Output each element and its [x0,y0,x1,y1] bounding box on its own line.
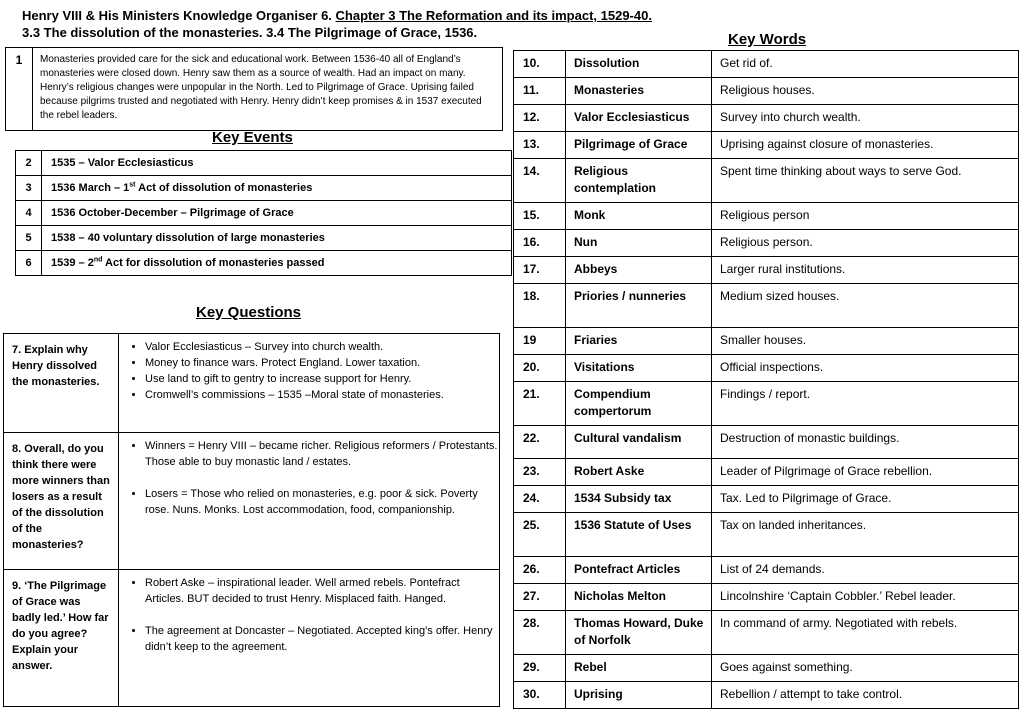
key-word-definition: Findings / report. [712,382,1019,426]
key-word-term: Nicholas Melton [566,584,712,611]
event-number: 4 [16,201,42,226]
event-text: 1538 – 40 voluntary dissolution of large monasteries [42,226,512,251]
key-word-term: Rebel [566,655,712,682]
key-word-definition: Tax on landed inheritances. [712,513,1019,557]
key-word-term: Monasteries [566,78,712,105]
question-8: 8. Overall, do you think there were more winners than losers as a result of the dissolution of the monasteries? [4,433,119,570]
key-word-term: Dissolution [566,51,712,78]
key-word-row [514,78,1019,105]
key-word-row [514,486,1019,513]
page-title [22,7,652,41]
answer-point: • Valor Ecclesiasticus – Survey into church wealth. [145,339,499,355]
key-word-term: Religious contemplation [566,159,712,203]
key-word-definition: Goes against something. [712,655,1019,682]
key-word-row [514,513,1019,557]
key-word-row [514,132,1019,159]
key-questions-heading: Key Questions [196,304,302,321]
key-word-number: 30. [514,682,566,709]
event-row [16,176,512,201]
key-word-row [514,203,1019,230]
event-row [16,226,512,251]
question-row [4,570,500,707]
event-number: 3 [16,176,42,201]
key-word-row [514,159,1019,203]
event-row [16,201,512,226]
key-word-number: 16. [514,230,566,257]
key-word-row [514,257,1019,284]
key-word-number: 11. [514,78,566,105]
key-word-term: Pilgrimage of Grace [566,132,712,159]
key-word-number: 12. [514,105,566,132]
answer-point: • Cromwell’s commissions – 1535 –Moral state of monasteries. [145,387,499,403]
summary-text: Monasteries provided care for the sick and educational work. Between 1536-40 all of England’s monasteries were closed down. Henry saw them as a source of wealth. Had an impact on many. Henry’s religious changes were unpopular in the North. Led to Pilgrimage of Grace. Uprising failed because pilgrims trusted and negotiated with Henry. Henry didn’t keep promises & in 1537 executed the rebel leaders. [33,48,503,131]
key-word-number: 24. [514,486,566,513]
key-word-definition: Smaller houses. [712,328,1019,355]
key-word-definition: Official inspections. [712,355,1019,382]
key-word-definition: Leader of Pilgrimage of Grace rebellion. [712,459,1019,486]
event-number: 6 [16,251,42,276]
key-word-term: Valor Ecclesiasticus [566,105,712,132]
key-word-term: Thomas Howard, Duke of Norfolk [566,611,712,655]
key-word-number: 27. [514,584,566,611]
key-word-definition: Spent time thinking about ways to serve God. [712,159,1019,203]
key-word-term: Monk [566,203,712,230]
key-word-row [514,382,1019,426]
key-word-term: Visitations [566,355,712,382]
summary-number: 1 [6,48,33,131]
key-word-row [514,557,1019,584]
key-word-term: 1536 Statute of Uses [566,513,712,557]
event-row [16,151,512,176]
key-word-number: 29. [514,655,566,682]
event-text: 1539 – 2nd Act for dissolution of monasteries passed [42,251,512,276]
chapter-title: Chapter 3 The Reformation and its impact, 1529-40. [335,8,652,23]
key-word-row [514,655,1019,682]
event-text: 1536 March – 1st Act of dissolution of monasteries [42,176,512,201]
key-word-row [514,230,1019,257]
event-row [16,251,512,276]
key-word-definition: Religious houses. [712,78,1019,105]
question-7: 7. Explain why Henry dissolved the monasteries. [4,334,119,433]
key-word-term: Cultural vandalism [566,426,712,459]
answer-point: • Losers = Those who relied on monasteries, e.g. poor & sick. Poverty rose. Nuns. Monks. Lost accommodation, food, companionship. [145,486,499,518]
key-word-number: 23. [514,459,566,486]
key-word-number: 17. [514,257,566,284]
key-word-definition: In command of army. Negotiated with rebels. [712,611,1019,655]
key-word-definition: List of 24 demands. [712,557,1019,584]
answer-7 [119,334,500,433]
key-word-number: 14. [514,159,566,203]
answer-9 [119,570,500,707]
key-word-number: 15. [514,203,566,230]
key-word-definition: Religious person. [712,230,1019,257]
key-word-definition: Larger rural institutions. [712,257,1019,284]
answer-point: • Robert Aske – inspirational leader. Well armed rebels. Pontefract Articles. BUT decided to trust Henry. Misplaced faith. Hanged. [145,575,499,607]
key-word-row [514,584,1019,611]
event-number: 5 [16,226,42,251]
key-word-term: Compendium compertorum [566,382,712,426]
answer-point: • Use land to gift to gentry to increase support for Henry. [145,371,499,387]
key-word-term: Robert Aske [566,459,712,486]
key-word-number: 18. [514,284,566,328]
title-line-2: 3.3 The dissolution of the monasteries. 3.4 The Pilgrimage of Grace, 1536. [22,25,478,40]
key-word-row [514,682,1019,709]
key-word-number: 28. [514,611,566,655]
key-word-definition: Religious person [712,203,1019,230]
answer-8 [119,433,500,570]
key-word-term: Uprising [566,682,712,709]
key-words-table [513,50,1019,709]
key-word-definition: Medium sized houses. [712,284,1019,328]
event-number: 2 [16,151,42,176]
key-events-heading: Key Events [212,129,293,146]
key-word-number: 20. [514,355,566,382]
key-words-heading: Key Words [728,31,807,48]
key-word-definition: Lincolnshire ‘Captain Cobbler.’ Rebel leader. [712,584,1019,611]
key-word-term: Friaries [566,328,712,355]
event-text: 1535 – Valor Ecclesiasticus [42,151,512,176]
key-word-row [514,105,1019,132]
key-word-term: Abbeys [566,257,712,284]
key-word-number: 10. [514,51,566,78]
key-word-row [514,426,1019,459]
question-row [4,433,500,570]
key-word-row [514,611,1019,655]
key-word-definition: Uprising against closure of monasteries. [712,132,1019,159]
key-word-number: 13. [514,132,566,159]
key-events-table [15,150,512,276]
title-line-1: Henry VIII & His Ministers Knowledge Organiser 6. [22,8,336,23]
key-word-number: 21. [514,382,566,426]
summary-box [5,47,503,131]
answer-point: • Winners = Henry VIII – became richer. Religious reformers / Protestants. Those able to buy monastic land / estates. [145,438,499,470]
answer-point: • The agreement at Doncaster – Negotiated. Accepted king’s offer. Henry didn’t keep to the agreement. [145,623,499,655]
answer-point: • Money to finance wars. Protect England. Lower taxation. [145,355,499,371]
key-word-row [514,51,1019,78]
key-word-number: 26. [514,557,566,584]
key-word-definition: Rebellion / attempt to take control. [712,682,1019,709]
key-word-definition: Destruction of monastic buildings. [712,426,1019,459]
key-word-term: Nun [566,230,712,257]
key-word-row [514,328,1019,355]
question-9: 9. ‘The Pilgrimage of Grace was badly led.’ How far do you agree? Explain your answer. [4,570,119,707]
key-questions-table [3,333,500,707]
event-text: 1536 October-December – Pilgrimage of Grace [42,201,512,226]
key-word-row [514,459,1019,486]
key-word-definition: Survey into church wealth. [712,105,1019,132]
key-word-row [514,284,1019,328]
key-word-term: Pontefract Articles [566,557,712,584]
key-word-number: 25. [514,513,566,557]
key-word-term: 1534 Subsidy tax [566,486,712,513]
key-word-number: 19 [514,328,566,355]
key-word-definition: Get rid of. [712,51,1019,78]
question-row [4,334,500,433]
key-word-number: 22. [514,426,566,459]
key-word-row [514,355,1019,382]
key-word-term: Priories / nunneries [566,284,712,328]
key-word-definition: Tax. Led to Pilgrimage of Grace. [712,486,1019,513]
